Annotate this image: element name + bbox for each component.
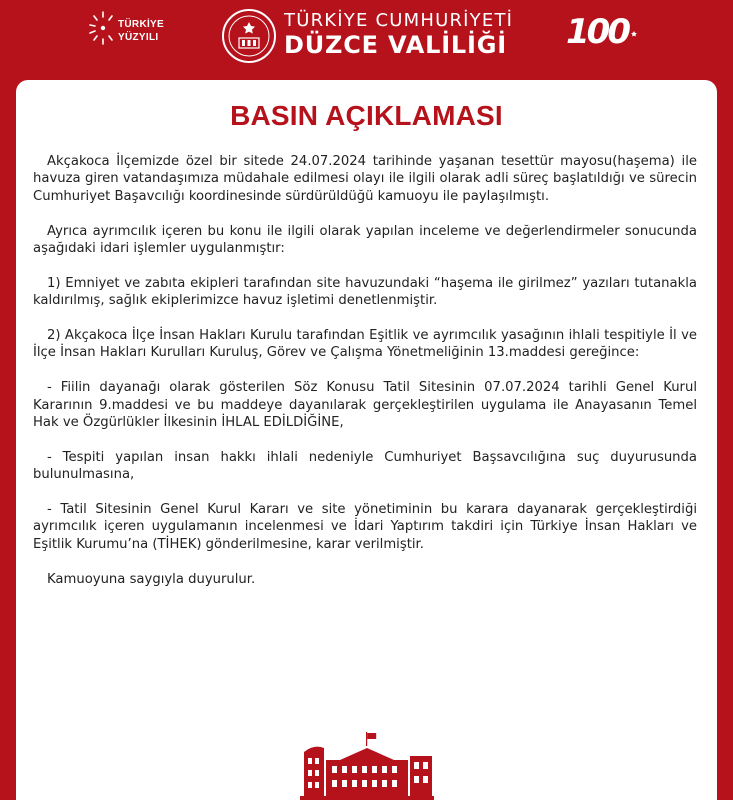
governorship-building-icon [300,730,434,800]
crescent-star-icon [618,24,638,44]
paragraph-closing: Kamuoyuna saygıyla duyurulur. [47,571,256,587]
paragraph-decision-2: - Tespiti yapılan insan hakkı ihlali nedeniyle Cumhuriyet Başsavcılığına suç duyurusunda bulunulmasına, [33,449,697,483]
centennial-logo [566,12,646,52]
paragraph-measures: Ayrıca ayrımcılık içeren bu konu ile ilgili olarak yapılan inceleme ve değerlendirmeler sonucunda aşağıdaki idari işlemler uygulanmıştır: [33,223,697,257]
institution-name: DÜZCE VALİLİĞİ [284,31,507,59]
logo-line1: TÜRKİYE [118,19,164,30]
paragraph-item-2: 2) Akçakoca İlçe İnsan Hakları Kurulu tarafından Eşitlik ve ayrımcılık yasağının ihlali tespitiyle İl ve İlçe İnsan Hakları Kurulları Kuruluş, Görev ve Çalışma Yönetmeliğinin 13.maddesi gereğince: [33,328,697,361]
document-body [33,153,697,605]
institution-top-line: TÜRKİYE CUMHURİYETİ [284,10,514,31]
paragraph-decision-3: - Tatil Sitesinin Genel Kurul Kararı ve site yönetiminin bu karara dayanarak gerçekleştirdiği ayrımcılık içeren uygulamanın incelenmesi ve İdari Yaptırım takdiri için Türkiye İnsan Hakları ve Eşitlik Kurumu’na (TİHEK) gönderilmesine, karar verilmiştir. [33,502,697,552]
document-title: BASIN AÇIKLAMASI [230,100,503,131]
paragraph-item-1: 1) Emniyet ve zabıta ekipleri tarafından site havuzundaki “haşema ile girilmez” yazıları tutanakla kaldırılmış, sağlık ekiplerimizce havuz işletimi denetlenmiştir. [33,275,697,309]
header-banner [0,0,733,80]
governorship-seal-icon [221,8,277,64]
paragraph-decision-1: - Fiilin dayanağı olarak gösterilen Söz Konusu Tatil Sitesinin 07.07.2024 tarihli Genel Kurul Kararının 9.maddesi ve bu maddeye dayanılarak gerçekleştirilen uygulama ile Anayasanın Temel Hak ve Özgürlükler İlkesinin İHLAL EDİLDİĞİNE, [33,380,697,431]
logo-text [118,18,164,44]
centennial-text: 100 [566,12,628,52]
paragraph-intro: Akçakoca İlçemizde özel bir sitede 24.07.2024 tarihinde yaşanan tesettür mayosu(haşema) ile havuza giren vatandaşımıza müdahale edilmesi olayı ile ilgili olarak adli süreç başlatıldığı ve sürecin Cumhuriyet Başavcılığı koordinesinde sürdürüldüğü kamuoyu ile paylaşılmıştı. [33,154,697,204]
turkiye-yuzyili-logo [88,8,178,56]
crescent-sun-icon [88,8,118,48]
logo-line2: YÜZYILI [118,32,159,43]
